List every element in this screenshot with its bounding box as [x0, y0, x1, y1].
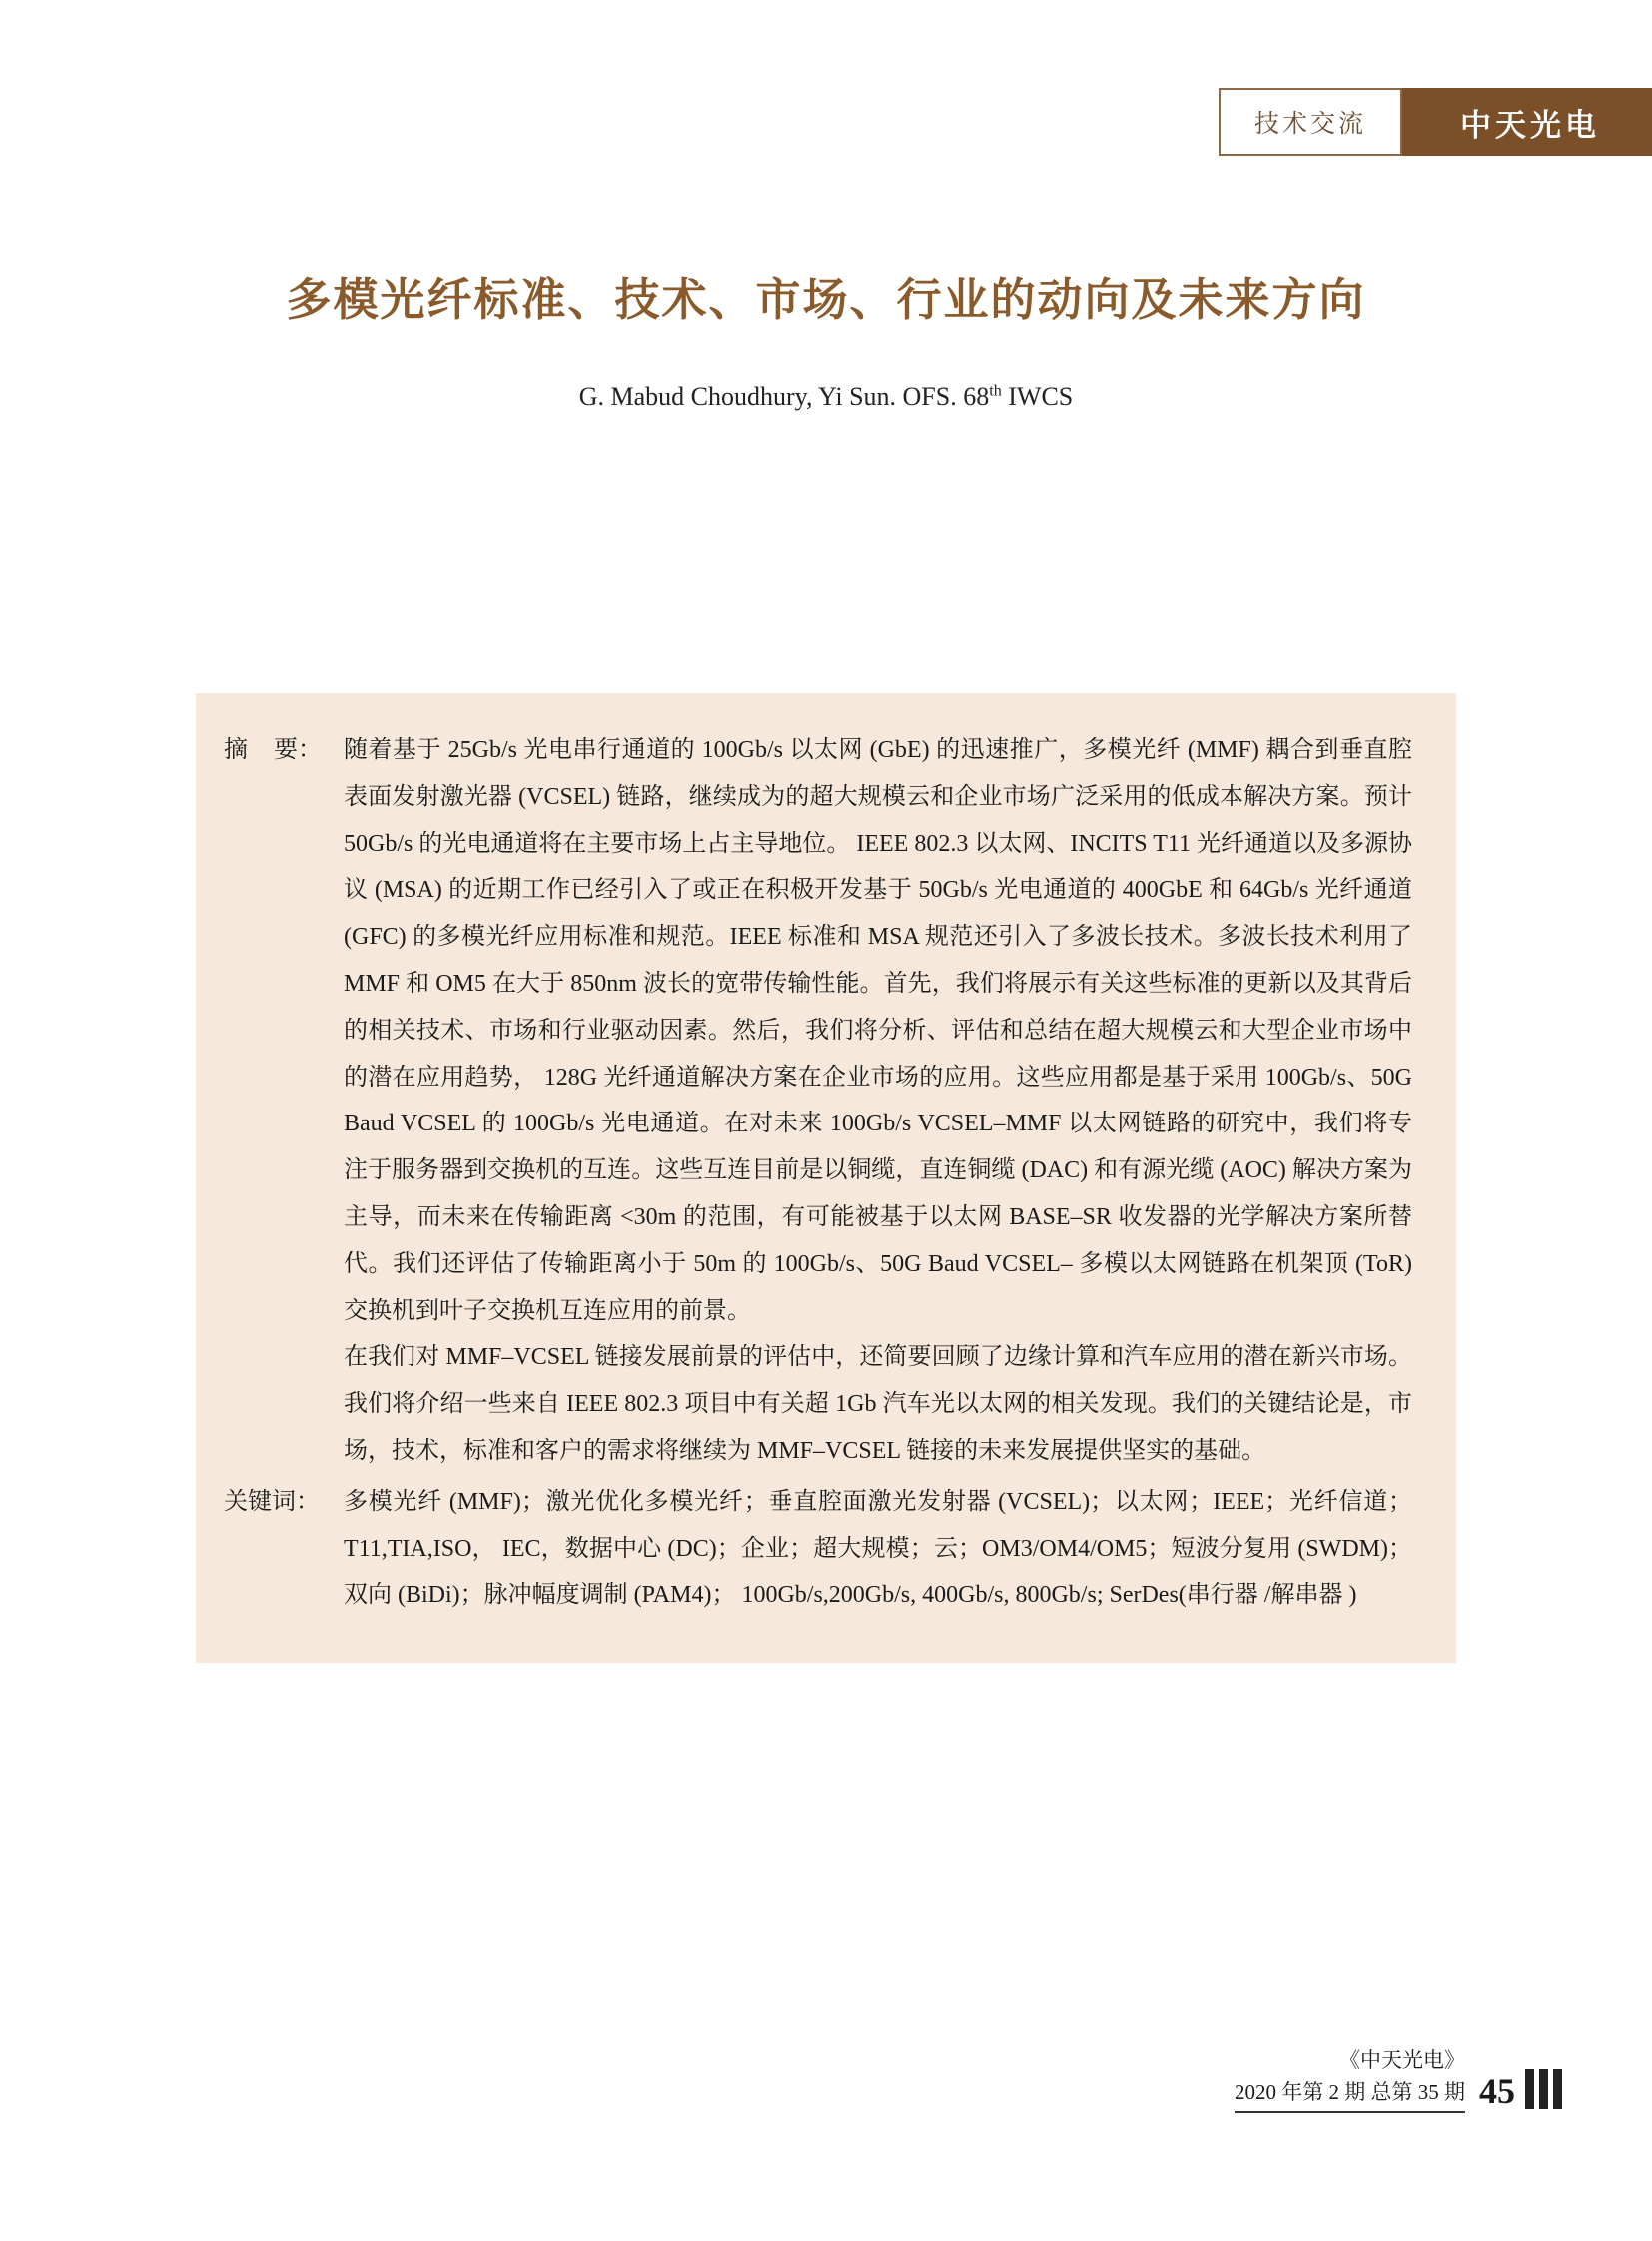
abstract-label-char-1: 摘: [224, 737, 248, 763]
footer-journal-name: 《中天光电》: [1339, 2048, 1465, 2072]
page-header: [0, 88, 1652, 156]
author-ordinal-suffix: th: [989, 382, 1002, 400]
page-number: 45: [1479, 2071, 1515, 2111]
keywords-body: 多模光纤 (MMF)；激光优化多模光纤；垂直腔面激光发射器 (VCSEL)；以太网；IEEE；光纤信道；T11,TIA,ISO， IEC，数据中心 (DC)；企业；超大规模；云；OM3/OM4/OM5；短波分复用 (SWDM)；双向 (BiDi)；脉冲幅度调制 (PAM4)； 100Gb/s,200Gb/s, 400Gb/s, 800Gb/s; SerDes(串行器 /解串器 ): [344, 1488, 1412, 1609]
abstract-panel: [196, 693, 1456, 1663]
header-brand-logo: 中天光电: [1402, 88, 1652, 156]
header-section-tag: 技术交流: [1219, 88, 1402, 156]
title-block: [0, 270, 1652, 412]
abstract-body: [344, 727, 1412, 1475]
author-conference: IWCS: [1001, 381, 1074, 411]
page-footer: [1235, 2045, 1562, 2113]
author-line: [0, 382, 1652, 412]
abstract-paragraph-1: 随着基于 25Gb/s 光电串行通道的 100Gb/s 以太网 (GbE) 的迅速推广，多模光纤 (MMF) 耦合到垂直腔表面发射激光器 (VCSEL) 链路，继续成为的超大规模云和企业市场广泛采用的低成本解决方案。预计 50Gb/s 的光电通道将在主要市场上占主导地位。 IEEE 802.3 以太网、INCITS T11 光纤通道以及多源协议 (MSA) 的近期工作已经引入了或正在积极开发基于 50Gb/s 光电通道的 400GbE 和 64Gb/s 光纤通道 (GFC) 的多模光纤应用标准和规范。IEEE 标准和 MSA 规范还引入了多波长技术。多波长技术利用了 MMF 和 OM5 在大于 850nm 波长的宽带传输性能。首先，我们将展示有关这些标准的更新以及其背后的相关技术、市场和行业驱动因素。然后，我们将分析、评估和总结在超大规模云和大型企业市场中的潜在应用趋势， 128G 光纤通道解决方案在企业市场的应用。这些应用都是基于采用 100Gb/s、50G Baud VCSEL 的 100Gb/s 光电通道。在对未来 100Gb/s VCSEL–MMF 以太网链路的研究中，我们将专注于服务器到交换机的互连。这些互连目前是以铜缆，直连铜缆 (DAC) 和有源光缆 (AOC) 解决方案为主导，而未来在传输距离 <30m 的范围，有可能被基于以太网 BASE–SR 收发器的光学解决方案所替代。我们还评估了传输距离小于 50m 的 100Gb/s、50G Baud VCSEL– 多模以太网链路在机架顶 (ToR) 交换机到叶子交换机互连应用的前景。: [344, 737, 1412, 1324]
abstract-label: [224, 727, 344, 774]
footer-bars-decoration: [1525, 2069, 1562, 2113]
footer-source: [1235, 2045, 1479, 2113]
keywords-row: [224, 1479, 1412, 1619]
abstract-paragraph-2: 在我们对 MMF–VCSEL 链接发展前景的评估中，还简要回顾了边缘计算和汽车应用的潜在新兴市场。我们将介绍一些来自 IEEE 802.3 项目中有关超 1Gb 汽车光以太网的相关发现。我们的关键结论是，市场，技术，标准和客户的需求将继续为 MMF–VCSEL 链接的未来发展提供坚实的基础。: [344, 1344, 1412, 1464]
author-names: G. Mabud Choudhury, Yi Sun. OFS. 68: [578, 381, 990, 411]
footer-issue-info: 2020 年第 2 期 总第 35 期: [1235, 2077, 1465, 2114]
keywords-label: 关键词：: [224, 1488, 320, 1515]
header-banner: [1219, 88, 1652, 156]
abstract-label-char-2: 要：: [274, 737, 322, 763]
abstract-row: [224, 727, 1412, 1475]
page-title: 多模光纤标准、技术、市场、行业的动向及未来方向: [286, 275, 1366, 325]
